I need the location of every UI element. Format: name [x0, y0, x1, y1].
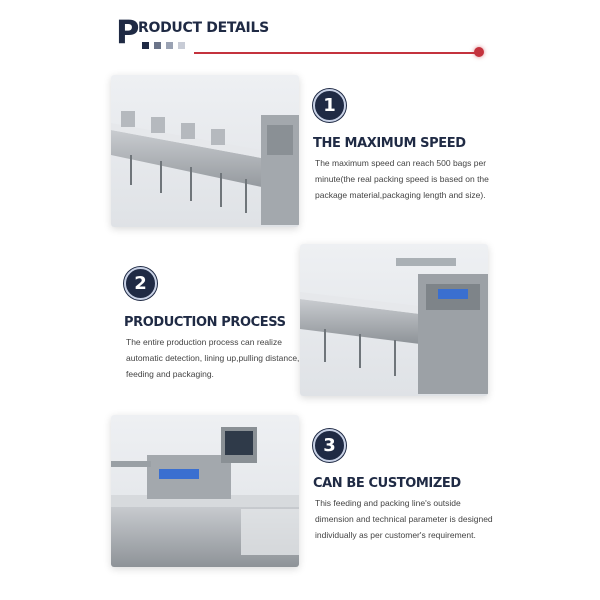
header-square	[178, 42, 185, 49]
header-square	[154, 42, 161, 49]
header-divider-dot	[474, 47, 484, 57]
section-description: The entire production process can realize automatic detection, lining up,pulling distance, feeding and packaging.	[126, 337, 300, 379]
header-divider-line	[194, 52, 476, 54]
section-title: CAN BE CUSTOMIZED	[313, 476, 461, 491]
section-number-badge: 2	[124, 267, 157, 300]
machine-photo-1	[111, 75, 299, 227]
section-title: THE MAXIMUM SPEED	[313, 136, 466, 151]
header-title: RODUCT DETAILS	[138, 20, 269, 36]
section-title: PRODUCTION PROCESS	[124, 315, 286, 330]
header-initial: P	[116, 13, 140, 51]
section-description: The maximum speed can reach 500 bags per minute(the real packing speed is based on the package material,packaging length and size).	[315, 158, 489, 200]
section-description: This feeding and packing line's outside dimension and technical parameter is designed individually as per customer's requirement.	[315, 498, 493, 540]
section-number-badge: 3	[313, 429, 346, 462]
header-square	[166, 42, 173, 49]
header-square	[142, 42, 149, 49]
machine-photo-2	[300, 244, 488, 396]
machine-photo-3	[111, 415, 299, 567]
product-details-header	[116, 14, 496, 54]
section-number-badge: 1	[313, 89, 346, 122]
